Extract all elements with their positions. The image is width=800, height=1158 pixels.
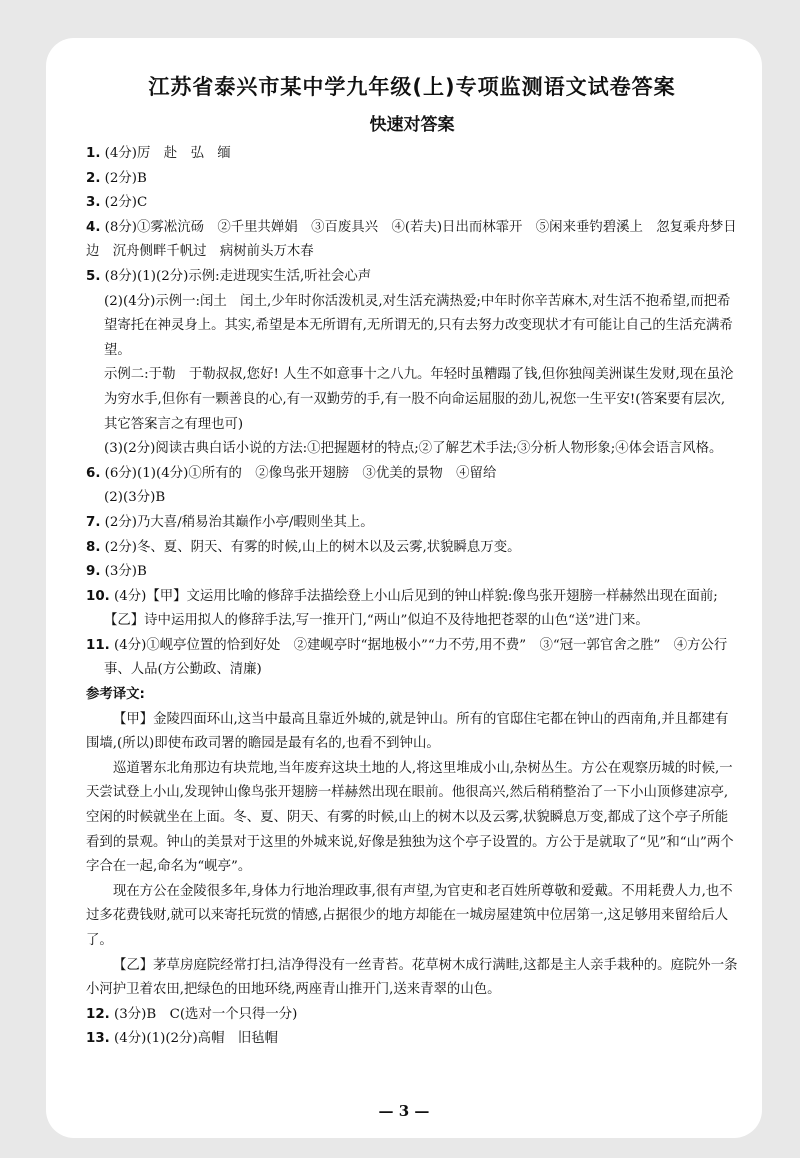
answer-content	[86, 142, 738, 1052]
answer-item	[86, 142, 738, 167]
question-number: 10.	[86, 588, 110, 604]
answer-text: (2分)冬、夏、阴天、有雾的时候,山上的树木以及云雾,状貌瞬息万变。	[100, 539, 521, 555]
question-number: 9.	[86, 564, 101, 580]
answer-text: (2分)B	[100, 170, 147, 186]
question-number: 4.	[86, 219, 101, 235]
answer-text: (8分)①雾凇沆砀 ②千里共婵娟 ③百废具兴 ④(若夫)日出而林霏开 ⑤闲来垂钓碧溪上 忽复乘舟梦日边 沉舟侧畔千帆过 病树前头万木春	[86, 219, 737, 260]
question-number: 11.	[86, 637, 110, 653]
question-number: 1.	[86, 146, 101, 161]
answer-text: (4分)(1)(2分)高帽 旧毡帽	[109, 1031, 279, 1047]
answer-item	[86, 585, 738, 634]
translation-paragraph: 【甲】金陵四面环山,这当中最高且靠近外城的,就是钟山。所有的官邸住宅都在钟山的西南角,并且都建有围墙,(所以)即使布政司署的瞻园是最有名的,也看不到钟山。	[86, 711, 729, 752]
answer-text: (2分)乃大喜/稍易治其巅作小亭/暇则坐其上。	[100, 514, 374, 530]
page-subtitle: 快速对答案	[369, 115, 455, 135]
answer-item	[86, 560, 738, 585]
answer-item	[86, 511, 738, 536]
answer-text: (2分)C	[100, 195, 148, 211]
answer-page	[46, 38, 762, 1138]
answer-subpart: (2)(4分)示例一:闰土 闰土,少年时你活泼机灵,对生活充满热爱;中年时你辛苦麻木,对生活不抱希望,而把希望寄托在神灵身上。其实,希望是本无所谓有,无所谓无的,只有去努力改变现状才有可能让自己的生活充满希望。	[104, 293, 733, 358]
question-number: 2.	[86, 170, 101, 186]
answer-text: (8分)(1)(2分)示例:走进现实生活,听社会心声	[100, 268, 372, 284]
question-number: 5.	[86, 268, 101, 284]
question-number: 6.	[86, 465, 101, 481]
answer-text: (3分)B	[100, 564, 147, 580]
answer-text: (4分)厉 赴 弘 缅	[100, 146, 231, 161]
question-number: 3.	[86, 195, 101, 211]
answer-item	[86, 462, 738, 487]
answer-subpart: (3)(2分)阅读古典白话小说的方法:①把握题材的特点;②了解艺术手法;③分析人物形象;④体会语言风格。	[104, 441, 723, 457]
question-number: 13.	[86, 1031, 110, 1047]
question-number: 7.	[86, 514, 101, 530]
answer-item	[86, 167, 738, 192]
question-number: 8.	[86, 539, 101, 555]
answer-item	[86, 191, 738, 216]
answer-subpart: (2)(3分)B	[104, 490, 166, 506]
answer-item	[86, 634, 738, 683]
page-number: — 3 —	[378, 1102, 430, 1120]
answer-subpart: 示例二:于勒 于勒叔叔,您好! 人生不如意事十之八九。年轻时虽糟蹋了钱,但你独闯美洲谋生发财,现在虽沦为穷水手,但你有一颗善良的心,有一双勤劳的手,有一股不向命运屈服的劲儿,祝您一生平安!(答案要有层次,其它答案言之有理也可)	[104, 367, 734, 432]
answer-text: (4分)①岘亭位置的恰到好处 ②建岘亭时“据地极小”“力不劳,用不费” ③“冠一郭官舍之胜” ④方公行事、人品(方公勤政、清廉)	[104, 637, 728, 678]
answer-item	[86, 216, 738, 265]
translation-paragraph: 【乙】茅草房庭院经常打扫,洁净得没有一丝青苔。花草树木成行满畦,这都是主人亲手栽种的。庭院外一条小河护卫着农田,把绿色的田地环绕,两座青山推开门,送来青翠的山色。	[86, 957, 738, 998]
answer-text: (3分)B C(选对一个只得一分)	[109, 1006, 298, 1022]
answer-item	[86, 536, 738, 561]
answer-item	[86, 1027, 738, 1052]
translation-paragraph: 巡道署东北角那边有块荒地,当年废弃这块土地的人,将这里堆成小山,杂树丛生。方公在观察历城的时候,一天尝试登上小山,发现钟山像鸟张开翅膀一样赫然出现在眼前。他很高兴,然后稍稍整治了一下小山顶修建凉亭,空闲的时候就坐在上面。冬、夏、阴天、有雾的时候,山上的树木以及云雾,状貌瞬息万变,都成了这个亭子所能看到的景观。钟山的美景对于这里的外城来说,好像是独独为这个亭子设置的。方公于是就取了“见”和“山”两个字合在一起,命名为“岘亭”。	[86, 760, 734, 875]
translation-paragraph: 现在方公在金陵很多年,身体力行地治理政事,很有声望,为官吏和老百姓所尊敬和爱戴。不用耗费人力,也不过多花费钱财,就可以来寄托玩赏的情感,占据很少的地方却能在一城房屋建筑中位居第一,这足够用来留给后人了。	[86, 883, 733, 948]
answer-text: (4分)【甲】文运用比喻的修辞手法描绘登上小山后见到的钟山样貌:像鸟张开翅膀一样赫然出现在面前;【乙】诗中运用拟人的修辞手法,写一推开门,“两山”似迫不及待地把苍翠的山色“送”进门来。	[104, 588, 718, 629]
answer-text: (6分)(1)(4分)①所有的 ②像鸟张开翅膀 ③优美的景物 ④留给	[100, 465, 497, 481]
answer-item	[86, 1003, 738, 1028]
translation-heading: 参考译文:	[86, 687, 145, 703]
answer-item	[86, 265, 738, 290]
question-number: 12.	[86, 1006, 110, 1022]
page-title: 江苏省泰兴市某中学九年级(上)专项监测语文试卷答案	[148, 75, 676, 99]
